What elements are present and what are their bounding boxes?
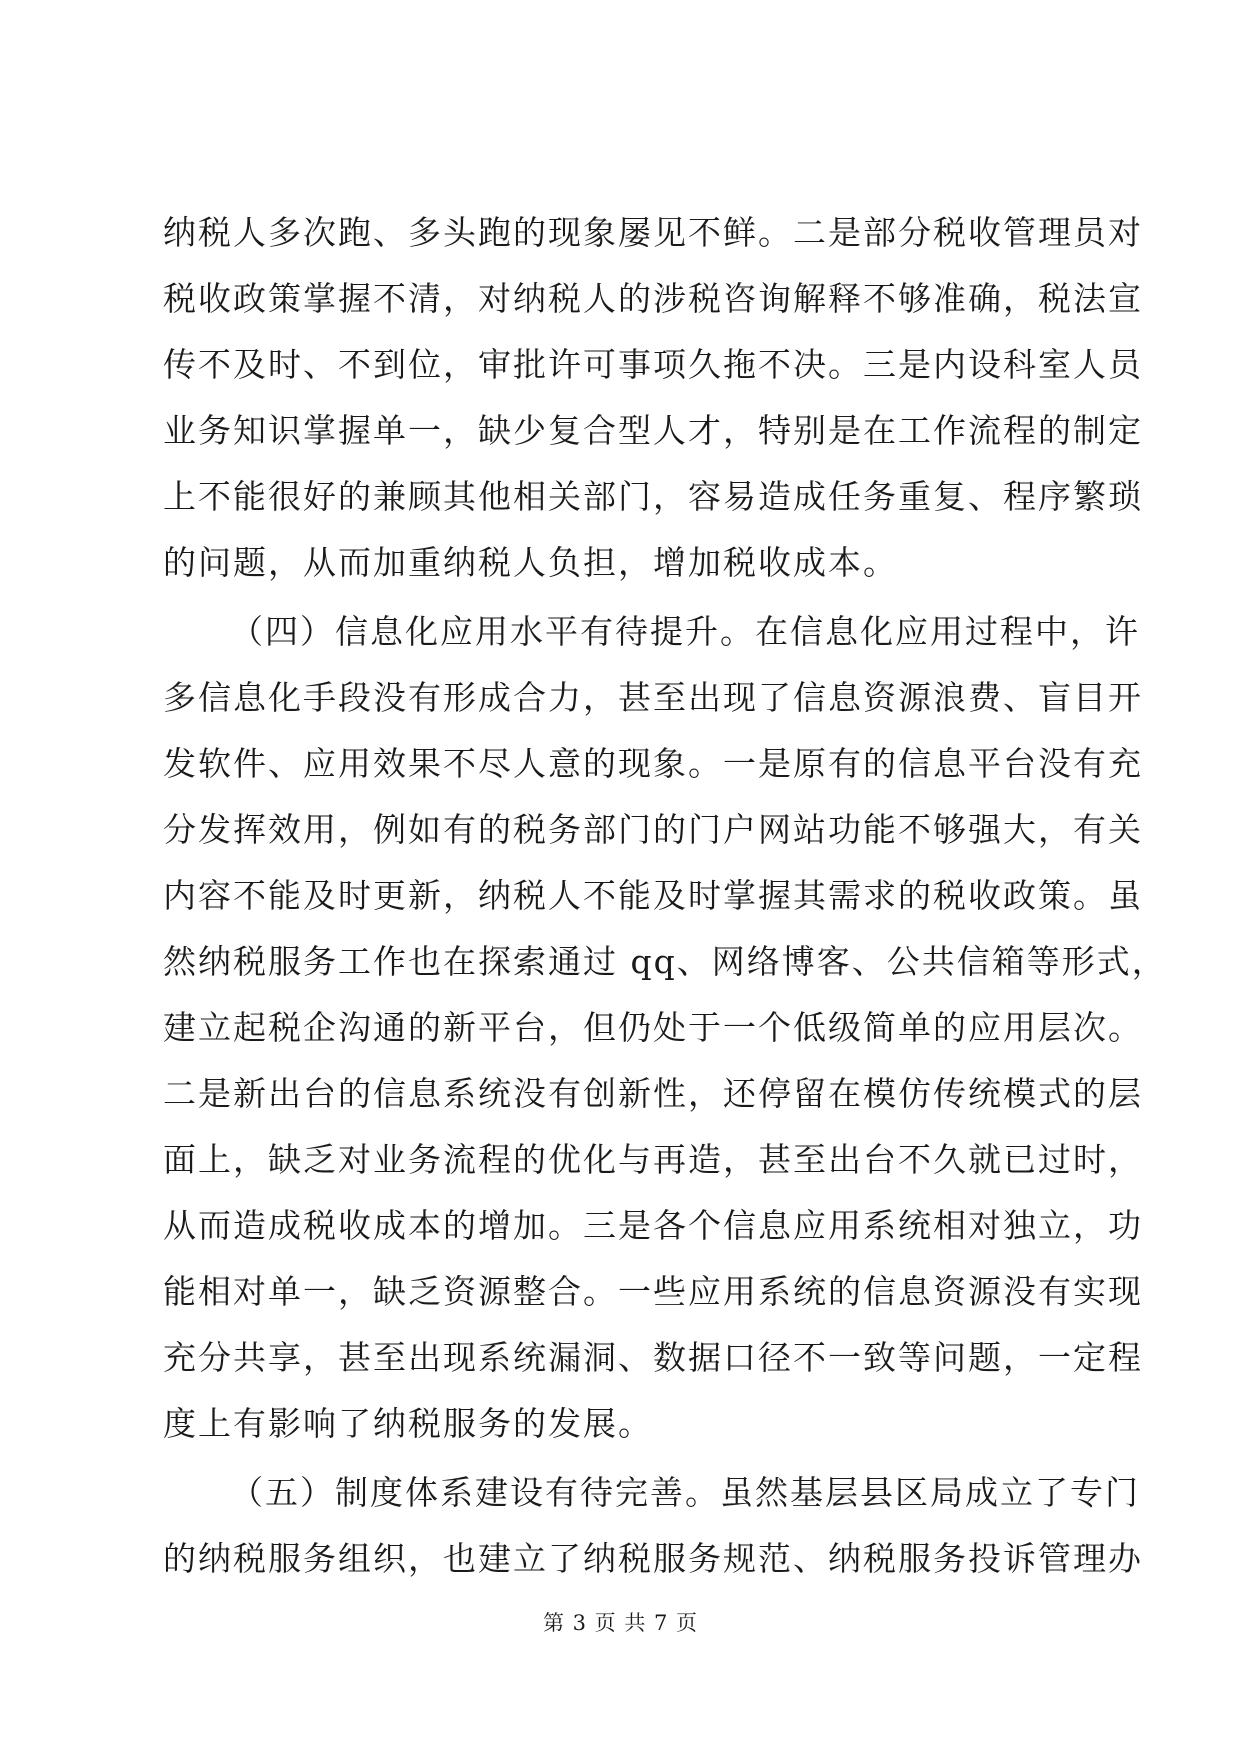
page-footer: 第 3 页 共 7 页 <box>542 1611 699 1635</box>
text-line: 从而造成税收成本的增加。三是各个信息应用系统相对独立，功 <box>163 1206 1143 1245</box>
text-line: 面上，缺乏对业务流程的优化与再造，甚至出台不久就已过时， <box>163 1140 1143 1179</box>
text-line: 税收政策掌握不清，对纳税人的涉税咨询解释不够准确，税法宣 <box>163 279 1143 318</box>
document-body <box>163 200 1167 1592</box>
text-line: 纳税人多次跑、多头跑的现象屡见不鲜。二是部分税收管理员对 <box>163 213 1143 252</box>
section-heading-line: （五）制度体系建设有待完善。虽然基层县区局成立了专门 <box>230 1473 1140 1512</box>
text-line: 业务知识掌握单一，缺少复合型人才，特别是在工作流程的制定 <box>163 411 1143 450</box>
section-heading-line: （四）信息化应用水平有待提升。在信息化应用过程中，许 <box>230 612 1140 651</box>
text-line: 然纳税服务工作也在探索通过 qq、网络博客、公共信箱等形式， <box>163 942 1167 981</box>
text-line: 发软件、应用效果不尽人意的现象。一是原有的信息平台没有充 <box>163 744 1143 783</box>
text-line: 建立起税企沟通的新平台，但仍处于一个低级简单的应用层次。 <box>163 1008 1143 1047</box>
text-line: 分发挥效用，例如有的税务部门的门户网站功能不够强大，有关 <box>163 810 1143 849</box>
text-line: 能相对单一，缺乏资源整合。一些应用系统的信息资源没有实现 <box>163 1272 1143 1311</box>
text-line: 多信息化手段没有形成合力，甚至出现了信息资源浪费、盲目开 <box>163 678 1143 717</box>
text-line: 二是新出台的信息系统没有创新性，还停留在模仿传统模式的层 <box>163 1074 1143 1113</box>
text-line: 的问题，从而加重纳税人负担，增加税收成本。 <box>163 543 898 582</box>
text-line: 的纳税服务组织，也建立了纳税服务规范、纳税服务投诉管理办 <box>163 1539 1143 1578</box>
text-line: 传不及时、不到位，审批许可事项久拖不决。三是内设科室人员 <box>163 345 1143 384</box>
text-line: 内容不能及时更新，纳税人不能及时掌握其需求的税收政策。虽 <box>163 876 1143 915</box>
text-line: 上不能很好的兼顾其他相关部门，容易造成任务重复、程序繁琐 <box>163 477 1143 516</box>
text-line: 度上有影响了纳税服务的发展。 <box>163 1404 653 1443</box>
text-line: 充分共享，甚至出现系统漏洞、数据口径不一致等问题，一定程 <box>163 1338 1143 1377</box>
